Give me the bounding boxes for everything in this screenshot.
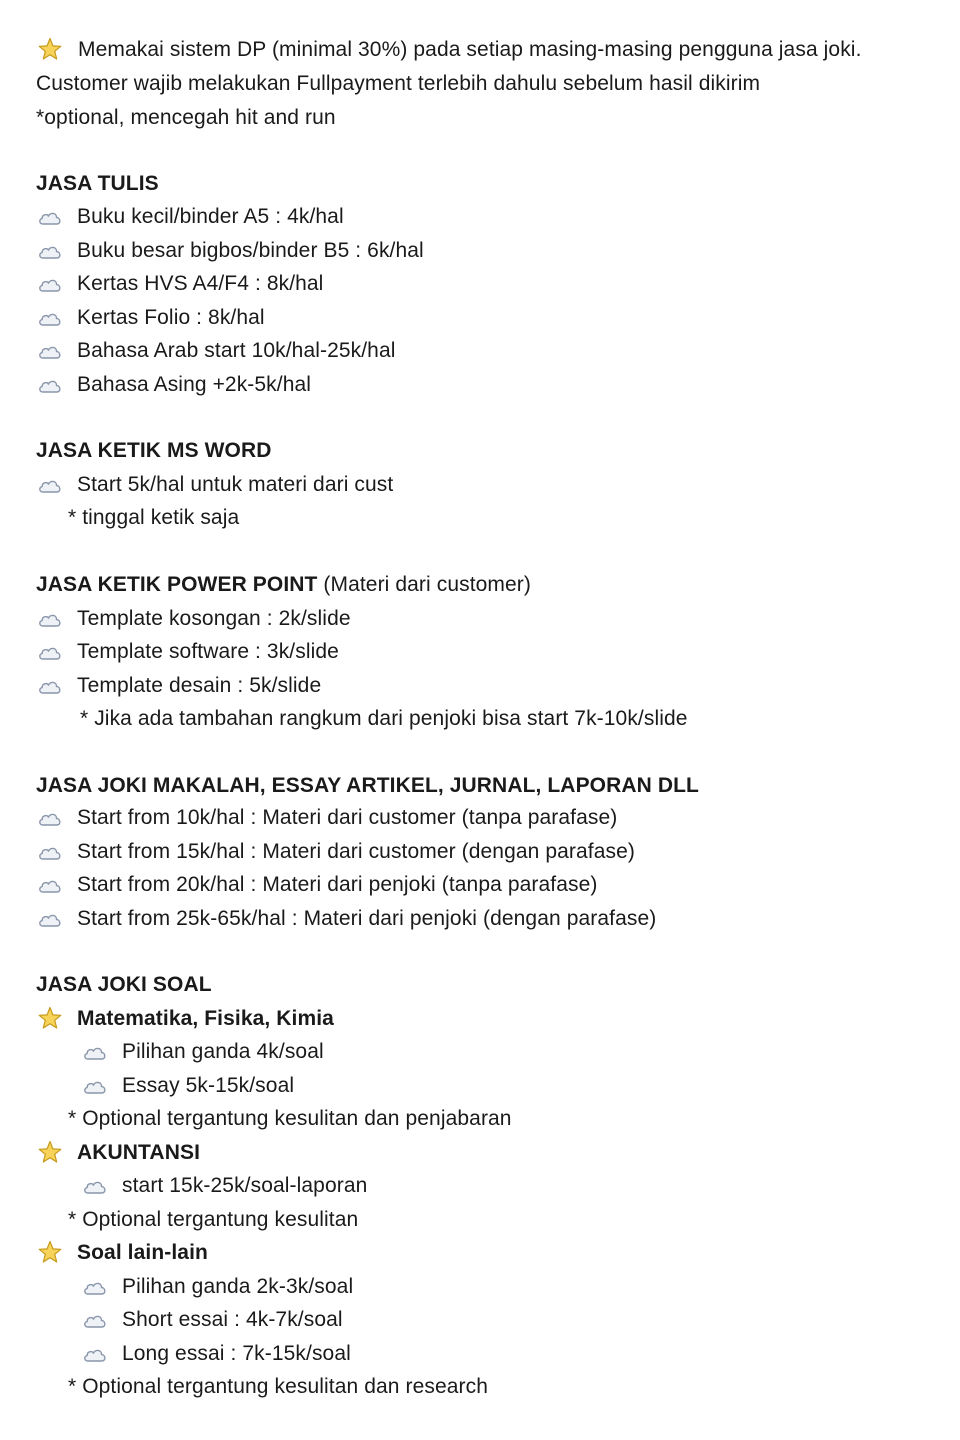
- cloud-icon: [36, 602, 64, 636]
- cloud-icon: [36, 234, 64, 268]
- list-item-text: Start from 10k/hal : Materi dari customer (tanpa parafase): [77, 806, 618, 829]
- group-note: * Optional tergantung kesulitan dan penjabaran: [68, 1107, 512, 1130]
- jasa-ketik-word-note: * tinggal ketik saja: [68, 506, 240, 529]
- list-item-text: Bahasa Arab start 10k/hal-25k/hal: [77, 339, 396, 362]
- list-item-text: Template software : 3k/slide: [77, 640, 339, 663]
- list-item-text: Essay 5k-15k/soal: [122, 1074, 295, 1097]
- cloud-icon: [36, 635, 64, 669]
- jasa-tulis-title: JASA TULIS: [36, 172, 159, 195]
- list-item-text: Start from 15k/hal : Materi dari customer (dengan parafase): [77, 840, 635, 863]
- list-item-text: Kertas Folio : 8k/hal: [77, 306, 265, 329]
- cloud-icon: [36, 868, 64, 902]
- jasa-ketik-ppt-note: * Jika ada tambahan rangkum dari penjoki bisa start 7k-10k/slide: [80, 707, 688, 730]
- group-title-text: Soal lain-lain: [77, 1241, 208, 1264]
- list-item-text: Pilihan ganda 4k/soal: [122, 1040, 324, 1063]
- cloud-icon: [81, 1069, 109, 1103]
- star-icon: [36, 1002, 64, 1036]
- cloud-icon: [36, 468, 64, 502]
- jasa-soal-title: JASA JOKI SOAL: [36, 973, 212, 996]
- cloud-icon: [81, 1337, 109, 1371]
- star-icon: [36, 1236, 64, 1270]
- list-item-text: Long essai : 7k-15k/soal: [122, 1342, 351, 1365]
- list-item-text: Start from 25k-65k/hal : Materi dari penjoki (dengan parafase): [77, 907, 657, 930]
- group-title-text: AKUNTANSI: [77, 1141, 201, 1164]
- cloud-icon: [36, 902, 64, 936]
- cloud-icon: [36, 801, 64, 835]
- cloud-icon: [36, 368, 64, 402]
- list-item-text: Template desain : 5k/slide: [77, 674, 322, 697]
- jasa-ketik-ppt-title: JASA KETIK POWER POINT: [36, 573, 318, 596]
- group-title-text: Matematika, Fisika, Kimia: [77, 1007, 334, 1030]
- list-item-text: Start from 20k/hal : Materi dari penjoki (tanpa parafase): [77, 873, 598, 896]
- star-icon: [36, 1136, 64, 1170]
- cloud-icon: [81, 1169, 109, 1203]
- cloud-icon: [81, 1303, 109, 1337]
- intro-text-1: Memakai sistem DP (minimal 30%) pada setiap masing-masing pengguna jasa joki.: [78, 38, 862, 61]
- list-item-text: Bahasa Asing +2k-5k/hal: [77, 373, 312, 396]
- cloud-icon: [36, 669, 64, 703]
- intro-line-2: Customer wajib melakukan Fullpayment terlebih dahulu sebelum hasil dikirim: [36, 72, 761, 95]
- cloud-icon: [36, 334, 64, 368]
- jasa-ketik-word-title: JASA KETIK MS WORD: [36, 439, 272, 462]
- list-item-text: Pilihan ganda 2k-3k/soal: [122, 1275, 354, 1298]
- list-item-text: start 15k-25k/soal-laporan: [122, 1174, 368, 1197]
- list-item-text: Template kosongan : 2k/slide: [77, 607, 351, 630]
- list-item-text: Kertas HVS A4/F4 : 8k/hal: [77, 272, 324, 295]
- list-item-text: Buku besar bigbos/binder B5 : 6k/hal: [77, 239, 424, 262]
- star-icon: [36, 33, 64, 67]
- cloud-icon: [36, 200, 64, 234]
- cloud-icon: [81, 1035, 109, 1069]
- cloud-icon: [36, 267, 64, 301]
- intro-line-3: *optional, mencegah hit and run: [36, 106, 336, 129]
- cloud-icon: [36, 301, 64, 335]
- cloud-icon: [81, 1270, 109, 1304]
- jasa-ketik-ppt-heading: [36, 568, 531, 602]
- jasa-ketik-ppt-subtitle: (Materi dari customer): [323, 573, 531, 596]
- list-item-text: Start 5k/hal untuk materi dari cust: [77, 473, 394, 496]
- list-item-text: Short essai : 4k-7k/soal: [122, 1308, 343, 1331]
- group-note: * Optional tergantung kesulitan: [68, 1208, 359, 1231]
- group-note: * Optional tergantung kesulitan dan research: [68, 1375, 489, 1398]
- list-item-text: Buku kecil/binder A5 : 4k/hal: [77, 205, 344, 228]
- cloud-icon: [36, 835, 64, 869]
- jasa-makalah-title: JASA JOKI MAKALAH, ESSAY ARTIKEL, JURNAL, LAPORAN DLL: [36, 774, 699, 797]
